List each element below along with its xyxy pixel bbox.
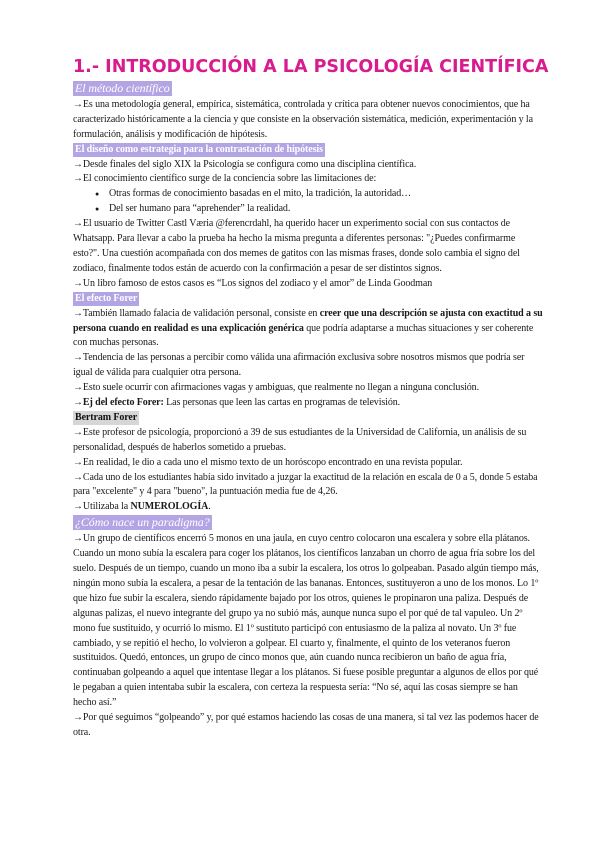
paragraph-text: Por qué seguimos “golpeando” y, por qué estamos haciendo las cosas de una manera, si tal vez las podemos hacer de otra. [73, 712, 539, 738]
section-heading-bertram-forer: Bertram Forer [75, 411, 138, 423]
list-item: ● Del ser humano para “aprehender” la realidad. [95, 202, 543, 217]
section-metodo-cientifico [73, 81, 543, 143]
paragraph [73, 98, 543, 143]
paragraph [73, 456, 543, 471]
paragraph [73, 381, 543, 396]
paragraph-text: Este profesor de psicología, proporcionó a 39 de sus estudiantes de la Universidad de California, un análisis de su personalidad, después de haberlos sometido a pruebas. [73, 426, 527, 453]
paragraph-text: Un libro famoso de estos casos es “Los signos del zodiaco y el amor” de Linda Goodman [82, 277, 433, 289]
section-heading-paradigma: ¿Cómo nace un paradigma? [75, 515, 210, 530]
paragraph-text: que podría adaptarse a muchas situaciones y ser coherente con muchas personas. [73, 322, 534, 349]
paragraph-text: Tendencia de las personas a percibir como válida una afirmación exclusiva sobre nosotros mismos que podría ser igual de válida para cualquier otra persona. [73, 352, 525, 379]
paragraph-text: En realidad, le dio a cada uno el mismo texto de un horóscopo encontrado en una revista popular. [82, 456, 463, 468]
paragraph [73, 307, 543, 352]
paragraph [73, 172, 543, 187]
section-heading-metodo-cientifico: El método científico [75, 81, 170, 95]
paragraph [73, 158, 543, 173]
arrow-icon: → [73, 426, 83, 438]
paragraph [73, 396, 543, 411]
section-bertram-forer [73, 411, 543, 515]
paragraph [73, 217, 543, 277]
paragraph [73, 711, 543, 741]
paragraph [73, 532, 543, 711]
arrow-icon: → [73, 456, 83, 468]
paragraph [73, 426, 543, 456]
arrow-icon: → [73, 307, 83, 319]
paragraph [73, 351, 543, 381]
emphasis-text: Ej del efecto Forer: [82, 397, 164, 409]
section-heading-diseno: El diseño como estrategia para la contrastación de hipótesis [75, 143, 323, 155]
document-page [73, 54, 549, 741]
paragraph [73, 500, 543, 515]
section-heading-efecto-forer: El efecto Forer [75, 292, 138, 304]
arrow-icon: → [73, 352, 83, 364]
arrow-icon: → [73, 501, 83, 513]
emphasis-text: NUMEROLOGÍA [130, 501, 209, 513]
paragraph-text: Desde finales del siglo XIX la Psicología se configura como una disciplina científica. [82, 158, 417, 170]
paragraph-text: Las personas que leen las cartas en programas de televisión. [163, 397, 401, 409]
arrow-icon: → [73, 533, 83, 545]
arrow-icon: → [73, 158, 83, 170]
section-efecto-forer [73, 292, 543, 411]
arrow-icon: → [73, 277, 83, 289]
emphasis-text: creer que una descripción se ajusta con exactitud a su persona cuando en realidad es una explicación genérica [73, 307, 543, 334]
arrow-icon: → [73, 173, 83, 185]
paragraph-text: Cada uno de los estudiantes había sido invitado a juzgar la exactitud de la relación en escala de 0 a 5, donde 5 estaba para "excelente" y 4 para "bueno", la puntuación media fue de 4,26. [73, 471, 538, 498]
arrow-icon: → [73, 382, 83, 394]
bullet-list [73, 187, 543, 217]
paragraph [73, 471, 543, 501]
arrow-icon: → [73, 397, 83, 409]
section-paradigma [73, 515, 543, 741]
paragraph-text: El usuario de Twitter Castl Væria @ferencrdahl, ha querido hacer un experimento social con sus contactos de Whatsapp. Para llevar a cabo la prueba ha hecho la misma pregunta a diferentes personas: "¿Puedes confirmarme esto?". Una cuestión acompañada con dos memes de gatitos con las mismas frases, donde solo cambia el signo del zodiaco, finalmente todos están de acuerdo con la confirmación a pesar de ser distintos signos. [73, 218, 520, 274]
arrow-icon: → [73, 98, 83, 110]
arrow-icon: → [73, 712, 83, 724]
paragraph-text: El conocimiento científico surge de la conciencia sobre las limitaciones de: [82, 173, 377, 185]
paragraph-text: También llamado falacia de validación personal, consiste en [82, 307, 320, 319]
paragraph-text: Utilizaba la [82, 501, 131, 513]
paragraph-text: Esto suele ocurrir con afirmaciones vagas y ambiguas, que realmente no llegan a ninguna conclusión. [82, 382, 479, 394]
paragraph [73, 277, 543, 292]
section-diseno [73, 143, 543, 292]
paragraph-text: Es una metodología general, empírica, sistemática, controlada y crítica para obtener nuevos conocimientos, que ha caracterizado históricamente a la ciencia y que consiste en la observación sistemática, medición, experimentación y la formulación, análisis y modificación de hipótesis. [73, 98, 533, 140]
arrow-icon: → [73, 471, 83, 483]
page-title: 1.- INTRODUCCIÓN A LA PSICOLOGÍA CIENTÍFICA [73, 57, 549, 77]
paragraph-text: . [208, 501, 211, 513]
arrow-icon: → [73, 218, 83, 230]
paragraph-text: Un grupo de científicos encerró 5 monos en una jaula, en cuyo centro colocaron una escalera y sobre ella plátanos. Cuando un mono subía la escalera para coger los plátanos, los científicos lanzaban un chorro de agua fría sobre los del suelo. Después de un tiempo, cuando un mono iba a subir la escalera, los otros lo golpeaban. Pasado algún tiempo más, ningún mono subía la escalera, a pesar de la tentación de las bananas. Entonces, sustituyeron a uno de los monos. Lo 1º que hizo fue subir la escalera, siendo rápidamente bajado por los otros, quienes le propinaron una paliza. Después de algunas palizas, el nuevo integrante del grupo ya no subió más, aunque nunca supo el por qué de tal vapuleo. Un 2º mono fue sustituido, y ocurrió lo mismo. El 1º sustituto participó con entusiasmo de la paliza al novato. Un 3º fue cambiado, y se repitió el hecho, lo volvieron a golpear. El cuarto y, finalmente, el quinto de los veteranos fueron sustituidos. Quedó, entonces, un grupo de cinco monos que, aún cuando nunca recibieron un baño de agua fría, continuaban golpeando a aquel que intentase llegar a los plátanos. Si fuese posible preguntar a algunos de ellos por qué le pegaban a quien intentaba subir la escalera, con certeza la respuesta sería: “No sé, aquí las cosas siempre se han hecho así.” [73, 533, 539, 709]
list-item: ● Otras formas de conocimiento basadas en el mito, la tradición, la autoridad… [95, 187, 543, 202]
